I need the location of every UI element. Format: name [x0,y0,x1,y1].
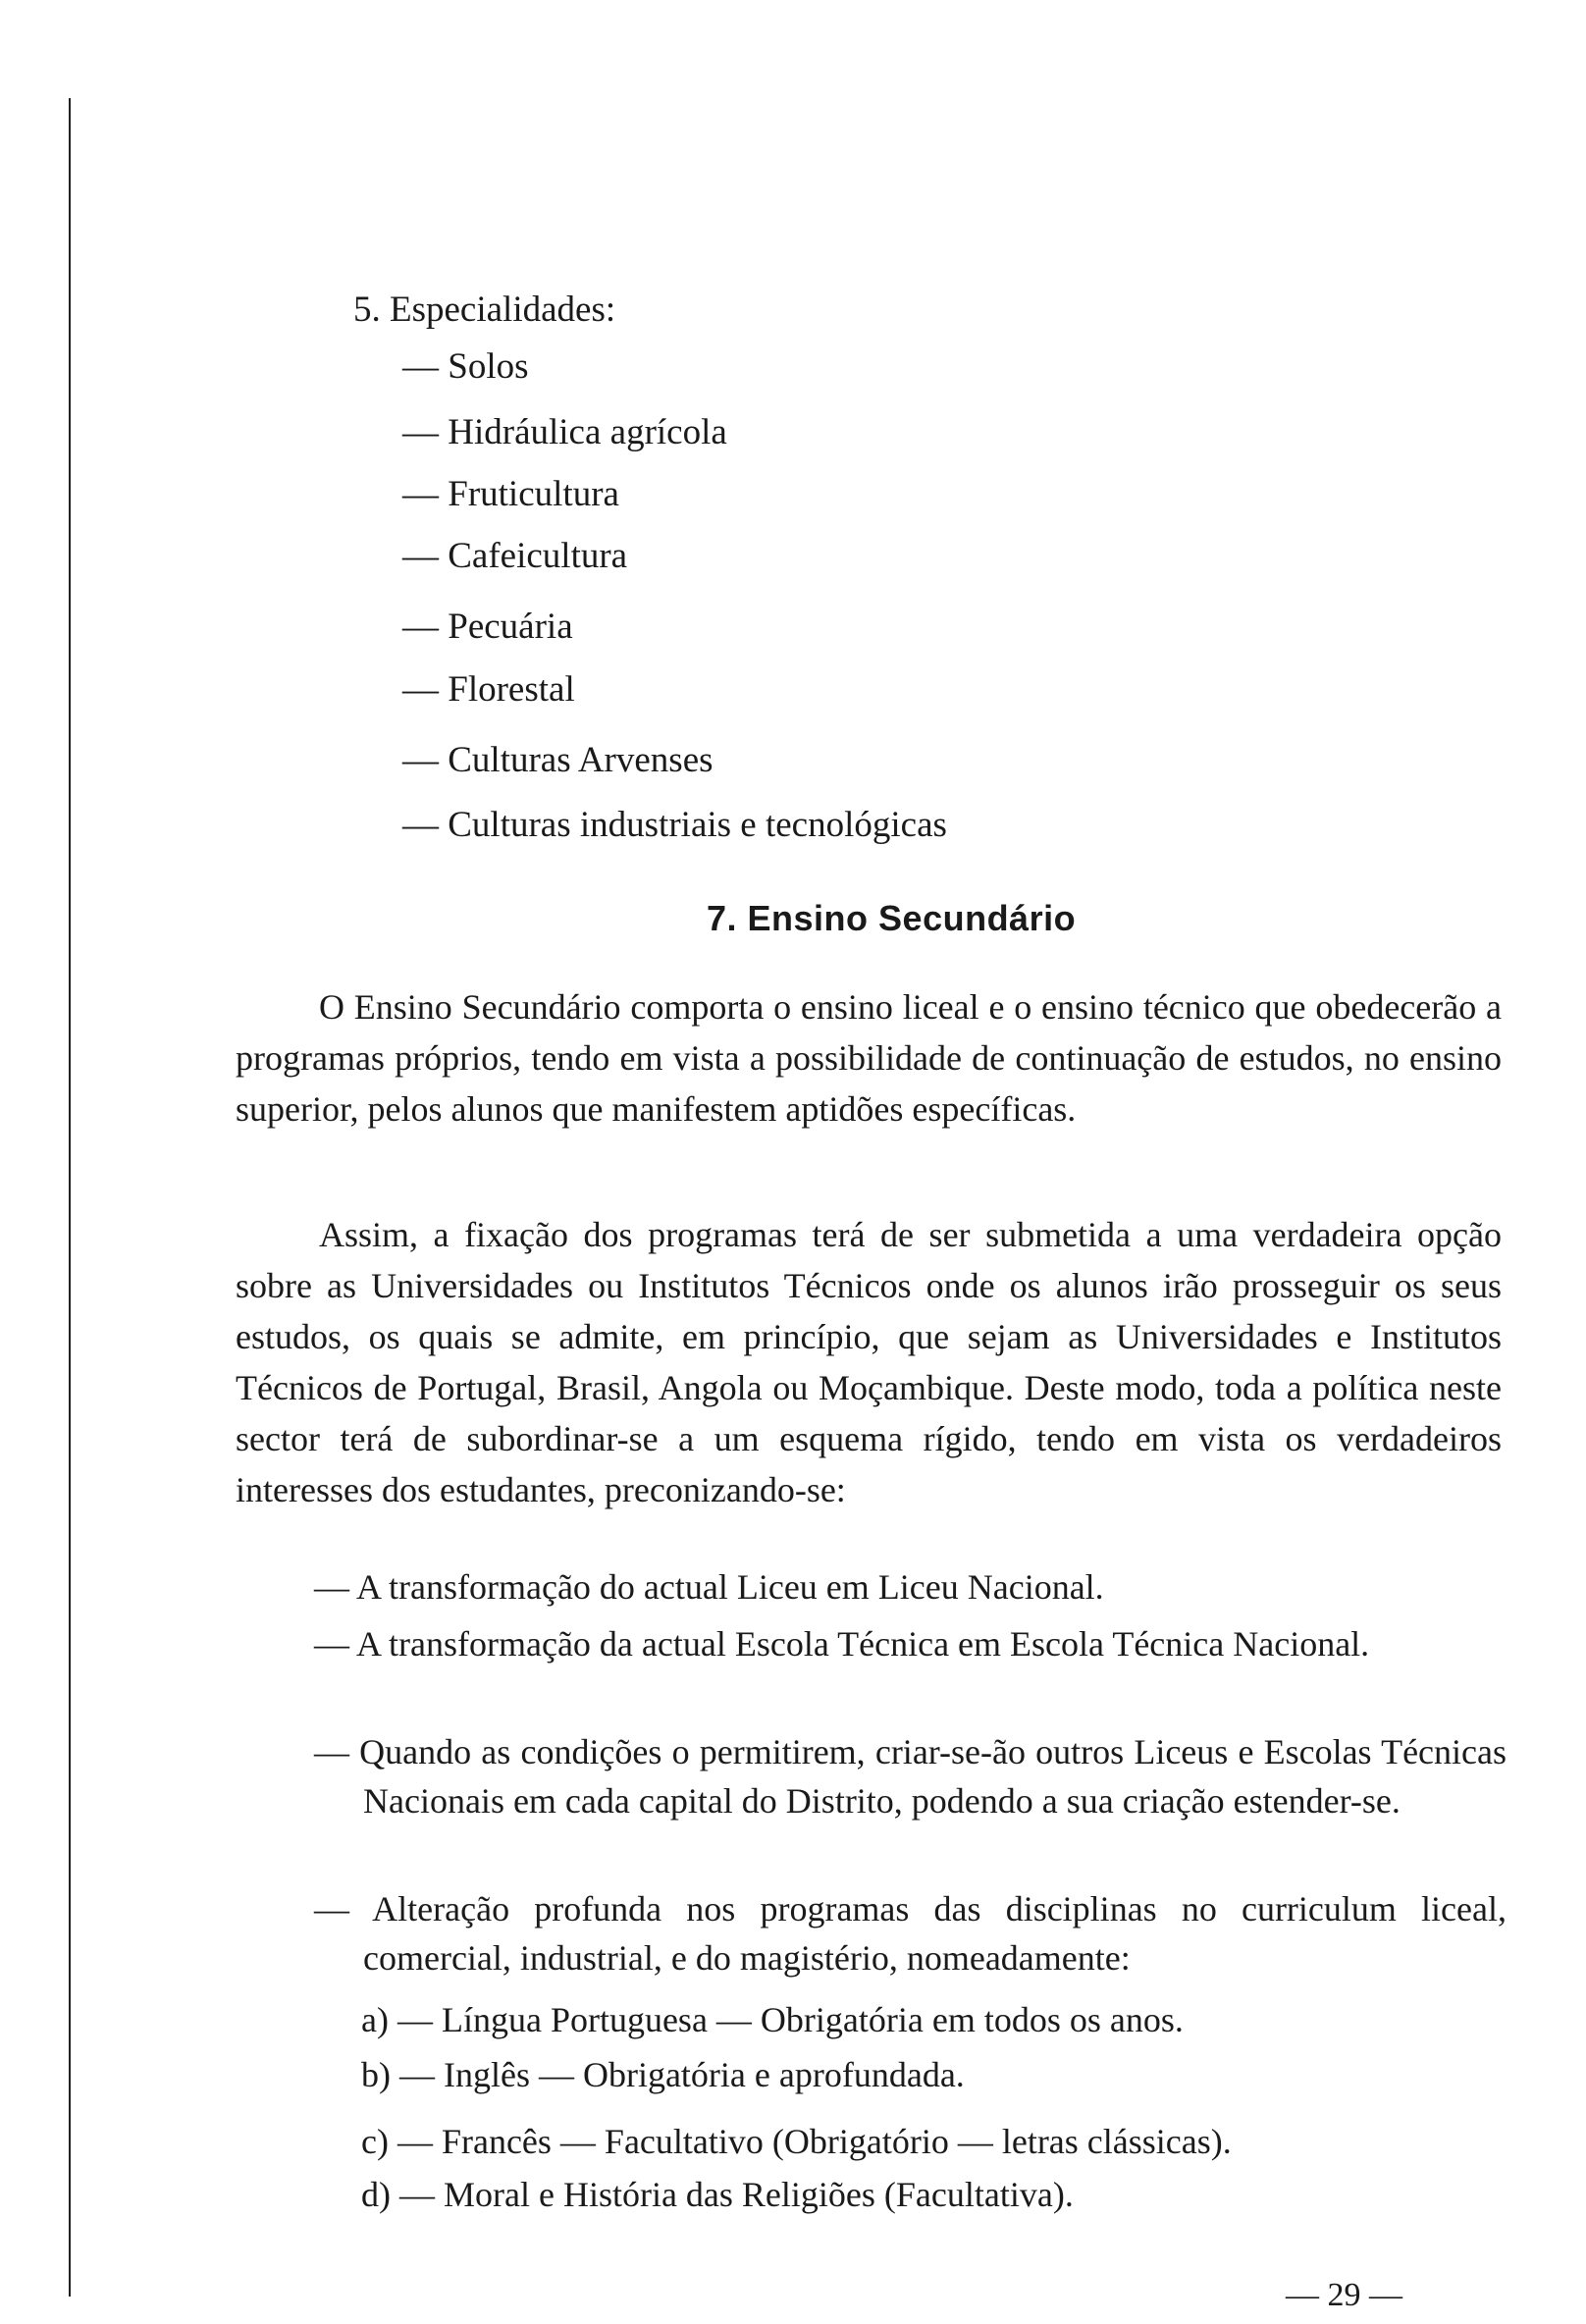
bullet-item: — Quando as condições o permitirem, criar-se-ão outros Liceus e Escolas Técnicas Nacionais em cada capital do Distrito, podendo a sua criação estender-se. [314,1732,1507,1821]
specialties-heading: 5. Especialidades: [353,290,616,330]
specialty-item: — Fruticultura [402,474,619,514]
paragraph: O Ensino Secundário comporta o ensino liceal e o ensino técnico que obedecerão a programas próprios, tendo em vista a possibilidade de continuação de estudos, no ensino superior, pelos alunos que manifestem aptidões específicas. [236,987,1502,1129]
bullet-item: — A transformação do actual Liceu em Liceu Nacional. [314,1567,1104,1607]
section-title: 7. Ensino Secundário [707,898,1077,938]
bullet-item: — A transformação da actual Escola Técnica em Escola Técnica Nacional. [314,1624,1370,1664]
specialty-item: — Hidráulica agrícola [402,412,727,452]
specialty-item: — Culturas industriais e tecnológicas [402,805,947,845]
bullet-item: — Alteração profunda nos programas das disciplinas no curriculum liceal, comercial, industrial, e do magistério, nomeadamente: [314,1889,1507,1978]
specialty-item: — Culturas Arvenses [402,740,714,780]
specialty-item: — Solos [402,346,529,387]
subject-item: a) — Língua Portuguesa — Obrigatória em todos os anos. [361,2000,1184,2039]
subject-item: d) — Moral e História das Religiões (Facultativa). [361,2175,1074,2214]
specialty-item: — Florestal [402,669,575,710]
subject-item: c) — Francês — Facultativo (Obrigatório — letras clássicas). [361,2122,1232,2161]
subject-item: b) — Inglês — Obrigatória e aprofundada. [361,2055,965,2094]
page-number: — 29 — [1286,2277,1402,2313]
specialty-item: — Pecuária [402,607,573,647]
page-edge-line [69,98,71,2297]
paragraph: Assim, a fixação dos programas terá de ser submetida a uma verdadeira opção sobre as Universidades ou Institutos Técnicos onde os alunos irão prosseguir os seus estudos, os quais se admite, em princípio, que sejam as Universidades e Institutos Técnicos de Portugal, Brasil, Angola ou Moçambique. Deste modo, toda a política neste sector terá de subordinar-se a um esquema rígido, tendo em vista os verdadeiros interesses dos estudantes, preconizando-se: [236,1215,1502,1509]
specialty-item: — Cafeicultura [402,536,628,576]
